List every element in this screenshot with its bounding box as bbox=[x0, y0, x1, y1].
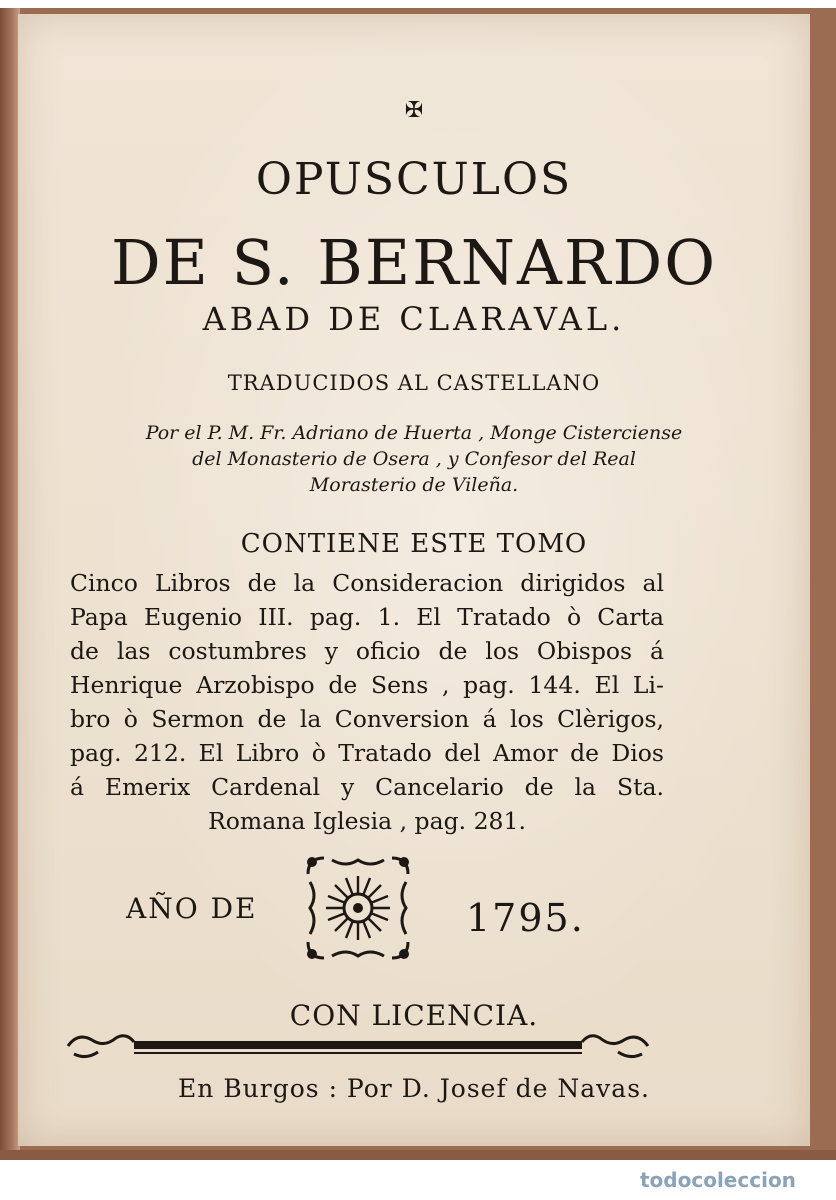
title-line-3: ABAD DE CLARAVAL. bbox=[202, 300, 626, 338]
book-bottom-edge bbox=[0, 1150, 836, 1160]
contents-line: á Emerix Cardenal y Cancelario de la Sta. bbox=[70, 773, 664, 801]
contents-line: Cinco Libros de la Consideracion dirigidos al bbox=[70, 569, 664, 597]
contents-line: Romana Iglesia , pag. 281. bbox=[208, 807, 526, 835]
publication-year: 1795. bbox=[466, 896, 585, 940]
license-line: CON LICENCIA. bbox=[289, 999, 539, 1032]
contents-line: Papa Eugenio III. pag. 1. El Tratado ò Carta bbox=[70, 603, 664, 631]
watermark: todocoleccion bbox=[640, 1168, 796, 1192]
translator-line-3: Morasterio de Vileña. bbox=[309, 474, 519, 496]
title-page bbox=[18, 14, 810, 1146]
contents-heading: CONTIENE ESTE TOMO bbox=[240, 529, 588, 559]
contents-paragraph bbox=[70, 566, 664, 838]
contents-line: bro ò Sermon de la Conversion á los Clèrigos, bbox=[70, 705, 664, 733]
imprint-line: En Burgos : Por D. Josef de Navas. bbox=[178, 1074, 650, 1103]
contents-line: Henrique Arzobispo de Sens , pag. 144. El Li- bbox=[70, 671, 664, 699]
translator-line-1: Por el P. M. Fr. Adriano de Huerta , Monge Cisterciense bbox=[145, 422, 683, 444]
year-label: AÑO DE bbox=[126, 892, 258, 925]
decorative-rule-icon bbox=[64, 1028, 652, 1064]
cross-ornament: ✠ bbox=[404, 98, 424, 123]
book-spine-edge bbox=[0, 8, 20, 1158]
title-line-2: DE S. BERNARDO bbox=[110, 226, 718, 299]
translated-note: TRADUCIDOS AL CASTELLANO bbox=[227, 371, 601, 395]
sunburst-ornament-icon bbox=[302, 852, 414, 964]
title-line-1: OPUSCULOS bbox=[255, 154, 573, 205]
contents-line: pag. 212. El Libro ò Tratado del Amor de Dios bbox=[70, 739, 664, 767]
contents-line: de las costumbres y oficio de los Obispos á bbox=[70, 637, 664, 665]
translator-line-2: del Monasterio de Osera , y Confesor del Real bbox=[192, 448, 636, 470]
